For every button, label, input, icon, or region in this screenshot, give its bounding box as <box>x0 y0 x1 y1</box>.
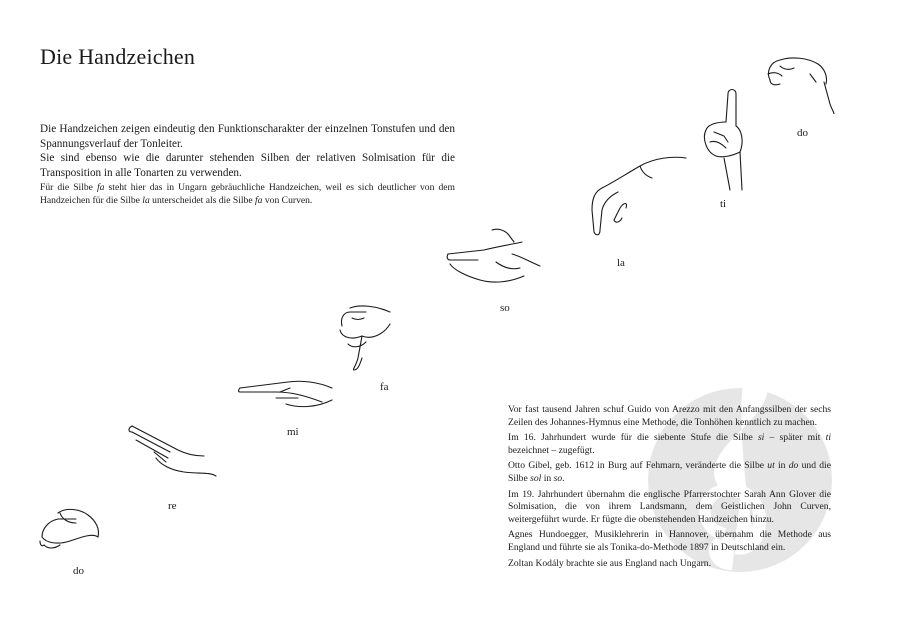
history-p3-text-c: und die Silbe <box>508 460 831 484</box>
intro-p3-text-b: steht hier das in Ungarn gebräuchliche Handzeichen, weil es sich deutlicher von dem Handzeichen für die Silbe <box>40 182 455 206</box>
history-paragraph-1: Vor fast tausend Jahren schuf Guido von Arezzo mit den Anfangssilben der sechs Zeilen des Johannes-Hymnus eine Methode, die Tonhöhen kenntlich zu machen. <box>508 404 831 428</box>
history-paragraph-5: Agnes Hundoegger, Musiklehrerin in Hannover, übernahm die Methode aus England und führte sie als Tonika-do-Methode 1897 in Deutschland ein. <box>508 529 831 553</box>
history-p3-text-e: . <box>562 472 565 484</box>
history-p3-text-d: in <box>541 472 554 484</box>
flat-hand-icon <box>236 376 336 412</box>
history-paragraph-4: Im 19. Jahrhundert übernahm die englische Pfarrerstochter Sarah Ann Glover die Solmisation, die von ihrem Landsmann, dem Geistlichen John Curven, weitergeführt wurde. Er fügte die obenstehenden Handzeichen hinzu. <box>508 488 831 525</box>
intro-text <box>40 122 455 207</box>
history-paragraph-3 <box>508 460 831 485</box>
history-p3-italic-c: sol <box>530 472 542 484</box>
syllable-ti: ti <box>720 198 727 210</box>
intro-p3-italic-b: la <box>142 194 150 206</box>
intro-p3-italic-a: fa <box>97 182 105 193</box>
intro-p3-text-a: Für die Silbe <box>40 182 97 193</box>
drooping-hand-icon <box>588 152 688 238</box>
fist-hand-icon <box>36 503 106 555</box>
intro-p3-text-d: von Curven. <box>262 194 313 206</box>
history-p2-italic-b: ti <box>825 432 831 444</box>
fist-up-hand-icon <box>760 52 840 114</box>
syllable-fa: fa <box>380 381 389 393</box>
intro-p3-italic-c: fa <box>255 194 263 206</box>
history-p3-text-b: in <box>774 460 789 472</box>
syllable-so: so <box>500 302 510 314</box>
history-p2-italic-a: si <box>757 432 765 444</box>
thumb-down-hand-icon <box>332 302 404 374</box>
syllable-re: re <box>168 500 177 512</box>
history-p3-text-a: Otto Gibel, geb. 1612 in Burg auf Fehmarn, veränderte die Silbe <box>508 460 768 472</box>
open-palm-hand-icon <box>444 226 544 288</box>
history-paragraph-2 <box>508 432 831 457</box>
intro-paragraph-2: Sie sind ebenso wie die darunter stehenden Silben der relativen Solmisation für die Transposition in alle Tonarten zu verwenden. <box>40 152 455 179</box>
intro-p3-text-c: unterscheidet als die Silbe <box>149 194 256 206</box>
history-paragraph-6: Zoltan Kodály brachte sie aus England nach Ungarn. <box>508 557 712 569</box>
intro-paragraph-3 <box>40 182 455 207</box>
syllable-mi: mi <box>287 426 299 438</box>
pointing-up-hand-icon <box>696 86 750 196</box>
history-text <box>508 404 831 573</box>
history-p3-italic-a: ut <box>767 460 775 472</box>
syllable-do-low: do <box>73 565 84 577</box>
history-p3-italic-b: do <box>788 460 799 472</box>
syllable-la: la <box>617 257 625 269</box>
angled-hand-icon <box>126 420 218 478</box>
syllable-do-high: do <box>797 127 808 139</box>
page-title: Die Handzeichen <box>40 44 196 69</box>
history-p2-text-c: bezeichnet – zugefügt. <box>508 444 595 456</box>
history-p2-text-a: Im 16. Jahrhundert wurde für die siebente Stufe die Silbe <box>508 432 758 444</box>
intro-paragraph-1: Die Handzeichen zeigen eindeutig den Funktionscharakter der einzelnen Tonstufen und den Spannungsverlauf der Tonleiter. <box>40 123 455 150</box>
history-p2-text-b: – später mit <box>764 432 826 444</box>
history-p3-italic-d: so <box>553 472 563 484</box>
